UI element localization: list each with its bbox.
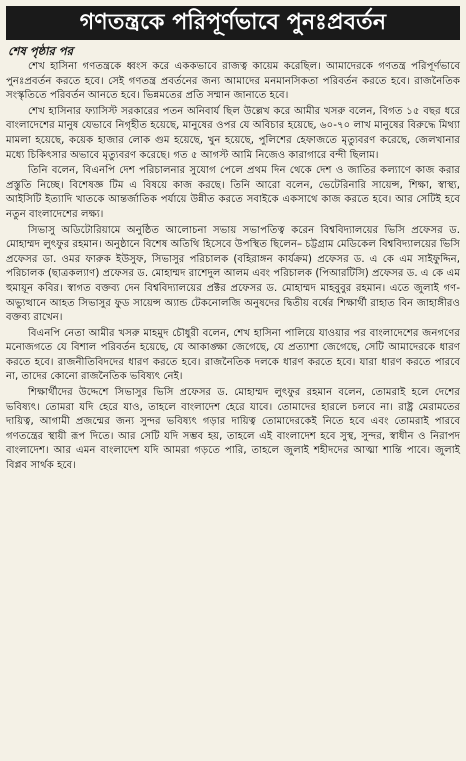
headline: গণতন্ত্রকে পরিপূর্ণভাবে পুনঃপ্রবর্তন (6, 6, 460, 40)
article-paragraph: সিভাসু অডিটোরিয়ামে অনুষ্ঠিত আলোচনা সভায় সভাপতিত্ব করেন বিশ্ববিদ্যালয়ের ভিসি প্রফেসর ড. মোহাম্মদ লুৎফুর রহমান। অনুষ্ঠানে বিশেষ অতিথি হিসেবে উপস্থিত ছিলেন– চট্টগ্রাম মেডিকেল বিশ্ববিদ্যালয়ের ভিসি প্রফেসর ডা. ওমর ফারুক ইউসুফ, সিভাসুর পরিচালক (বহিরাঙ্গন কার্যক্রম) প্রফেসর ড. এ কে এম সাইফুদ্দিন, পরিচালক (ছাত্রকল্যাণ) প্রফেসর ড. মোহাম্মদ রাশেদুল আলম এবং পরিচালক (পিআরটিসি) প্রফেসর ড. এ কে এম হুমায়ূন কবির। স্বাগত বক্তব্য দেন বিশ্ববিদ্যালয়ের প্রক্টর প্রফেসর ড. মোহাম্মদ মাহবুবুর রহমান। এতে জুলাই গণ-অভ্যুত্থানে আহত সিভাসুর ফুড সায়েন্স অ্যান্ড টেকনোলজি অনুষদের দ্বিতীয় বর্ষের শিক্ষার্থী রাহাত বিন জাহাঙ্গীরও বক্তব্য রাখেন। (6, 224, 460, 324)
continued-from-label: শেষ পৃষ্ঠার পর (8, 44, 73, 58)
article-body (6, 60, 460, 474)
article-paragraph: শেখ হাসিনার ফ্যাসিস্ট সরকারের পতন অনিবার্য ছিল উল্লেখ করে আমীর খসরু বলেন, বিগত ১৫ বছর ধরে বাংলাদেশের মানুষ যেভাবে নিগৃহীত হয়েছে, মানুষের ওপর যে অবিচার হয়েছে, ৬০-৭০ লাখ মানুষের বিরুদ্ধে মিথ্যা মামলা হয়েছে, কয়েক হাজার লোক গুম হয়েছে, খুন হয়েছে, পুলিশের হেফাজতে মৃত্যুবরণ করেছে, জেলখানার মধ্যে চিকিৎসার অভাবে মৃত্যুবরণ করেছে। গত ৫ আগস্ট আমি নিজেও কারাগারে বন্দী ছিলাম। (6, 105, 460, 161)
article-paragraph: শেখ হাসিনা গণতন্ত্রকে ধ্বংস করে এককভাবে রাজত্ব কায়েম করেছিল। আমাদেরকে গণতন্ত্র পরিপূর্ণভাবে পুনঃপ্রবর্তন করতে হবে। সেই গণতন্ত্র প্রবর্তনের জন্য আমাদের মনমানসিকতা পরিবর্তন করতে হবে। রাজনৈতিক সংস্কৃতিতে পরিবর্তন আনতে হবে। ভিন্নমতের প্রতি সম্মান জানাতে হবে। (6, 61, 460, 102)
article-paragraph: শিক্ষার্থীদের উদ্দেশে সিভাসুর ভিসি প্রফেসর ড. মোহাম্মদ লুৎফুর রহমান বলেন, তোমরাই হলে দেশের ভবিষ্যৎ। তোমরা যদি হেরে যাও, তাহলে বাংলাদেশ হেরে যাবে। তোমাদের হারলে চলবে না। রাষ্ট্র মেরামতের দায়িত্ব, আগামী প্রজন্মের জন্য সুন্দর ভবিষ্যৎ গড়ার দায়িত্ব তোমাদেরকেই নিতে হবে এবং তোমরাই পারবে গণতন্ত্রের স্থায়ী রূপ দিতে। আর সেটি যদি সম্ভব হয়, তাহলে এই বাংলাদেশ হবে সুস্থ, সুন্দর, স্বাধীন ও নিরাপদ বাংলাদেশ। আর এমন বাংলাদেশ যদি আমরা গড়তে পারি, তাহলে জুলাই শহীদদের আত্মা শান্তি পাবে। জুলাই বিপ্লব সার্থক হবে। (6, 387, 460, 472)
article-paragraph: বিএনপি নেতা আমীর খসরু মাহমুদ চৌধুরী বলেন, শেখ হাসিনা পালিয়ে যাওয়ার পর বাংলাদেশের জনগণের মনোজগতে যে বিশাল পরিবর্তন হয়েছে, যে আকাঙ্ক্ষা জেগেছে, যে প্রত্যাশা জেগেছে, সেটি আমাদেরকে ধারণ করতে হবে। রাজনীতিবিদদের ধারণ করতে হবে। রাজনৈতিক দলকে ধারণ করতে হবে। যারা ধারণ করতে পারবে না, তাদের কোনো রাজনৈতিক ভবিষ্যৎ নেই। (6, 327, 460, 383)
article-paragraph: তিনি বলেন, বিএনপি দেশ পরিচালনার সুযোগ পেলে প্রথম দিন থেকে দেশ ও জাতির কল্যাণে কাজ করার প্রস্তুতি নিচ্ছে। বিশেষজ্ঞ টিম এ বিষয়ে কাজ করছে। তিনি আরো বলেন, ভেটেরিনারি সায়েন্স, শিক্ষা, স্বাস্থ্য, আইসিটি ইত্যাদি খাতকে আন্তর্জাতিক পর্যায়ে উন্নীত করতে সবাইকে একসাথে কাজ করতে হবে। আর সেটিই হবে নতুন বাংলাদেশের লক্ষ্য। (6, 165, 460, 220)
